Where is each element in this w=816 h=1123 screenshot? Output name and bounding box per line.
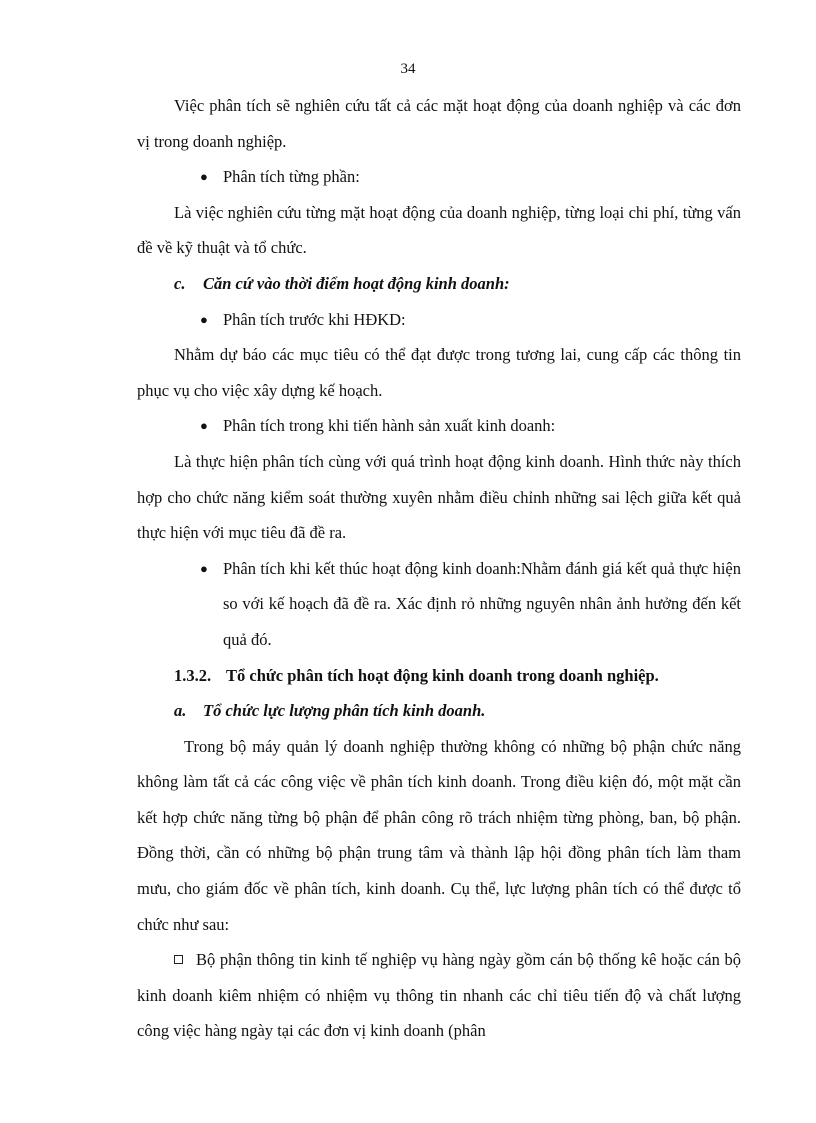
page-number: 34: [400, 61, 416, 77]
bullet-item: [137, 159, 741, 195]
bullet-icon: ●: [200, 311, 208, 327]
bullet-item: [137, 408, 741, 444]
square-bullet-text: Bộ phận thông tin kinh tế nghiệp vụ hàng ngày gồm cán bộ thống kê hoặc cán bộ kinh doanh kiêm nhiệm có nhiệm vụ thông tin nhanh các chỉ tiêu tiến độ và chất lượng công việc hàng ngày tại các đơn vị kinh doanh (phân: [137, 950, 741, 1041]
bullet-icon: ●: [200, 560, 208, 576]
square-bullet-item: [137, 942, 741, 1049]
bullet-icon: ●: [200, 169, 208, 185]
bullet-item: [137, 302, 741, 338]
subheading-number: a.: [174, 701, 187, 721]
paragraph: Là thực hiện phân tích cùng với quá trình hoạt động kinh doanh. Hình thức này thích hợp cho chức năng kiểm soát thường xuyên nhằm điều chỉnh những sai lệch giữa kết quả thực hiện với mục tiêu đã đề ra.: [137, 451, 741, 543]
subheading: [137, 266, 741, 302]
paragraph: Là việc nghiên cứu từng mặt hoạt động của doanh nghiệp, từng loại chi phí, từng vấn đề về kỹ thuật và tổ chức.: [137, 202, 741, 258]
bullet-item: [137, 551, 741, 658]
bullet-icon: ●: [200, 418, 208, 434]
square-bullet-icon: [174, 955, 183, 964]
paragraph: Trong bộ máy quản lý doanh nghiệp thường không có những bộ phận chức năng không làm tất cả các công việc về phân tích kinh doanh. Trong điều kiện đó, một mặt cần kết hợp chức năng từng bộ phận để phân công rõ trách nhiệm từng phòng, ban, bộ phận. Đồng thời, cần có những bộ phận trung tâm và thành lập hội đồng phân tích làm tham mưu, cho giám đốc về phân tích, kinh doanh. Cụ thể, lực lượng phân tích có thể được tổ chức như sau:: [137, 736, 741, 934]
bullet-text: Phân tích khi kết thúc hoạt động kinh doanh:Nhằm đánh giá kết quả thực hiện so với kế hoạch đã đề ra. Xác định rỏ những nguyên nhân ảnh hưởng đến kết quả đó.: [223, 558, 741, 649]
bullet-text: Phân tích trước khi HĐKD:: [223, 309, 406, 329]
subheading: [137, 693, 741, 729]
paragraph: Nhằm dự báo các mục tiêu có thể đạt được trong tương lai, cung cấp các thông tin phục vụ cho việc xây dựng kế hoạch.: [137, 345, 741, 400]
section-title: Tổ chức phân tích hoạt động kinh doanh trong doanh nghiệp.: [226, 665, 659, 685]
subheading-text: Căn cứ vào thời điểm hoạt động kinh doanh:: [203, 273, 510, 293]
section-number: 1.3.2.: [174, 665, 212, 685]
subheading-text: Tổ chức lực lượng phân tích kinh doanh.: [203, 701, 486, 721]
subheading-number: c.: [174, 273, 186, 293]
paragraph: Việc phân tích sẽ nghiên cứu tất cả các mặt hoạt động của doanh nghiệp và các đơn vị trong doanh nghiệp.: [137, 96, 741, 151]
section-heading: [137, 658, 741, 694]
bullet-text: Phân tích từng phần:: [223, 167, 360, 187]
bullet-text: Phân tích trong khi tiến hành sản xuất kinh doanh:: [223, 416, 556, 436]
document-body: [137, 88, 741, 1049]
